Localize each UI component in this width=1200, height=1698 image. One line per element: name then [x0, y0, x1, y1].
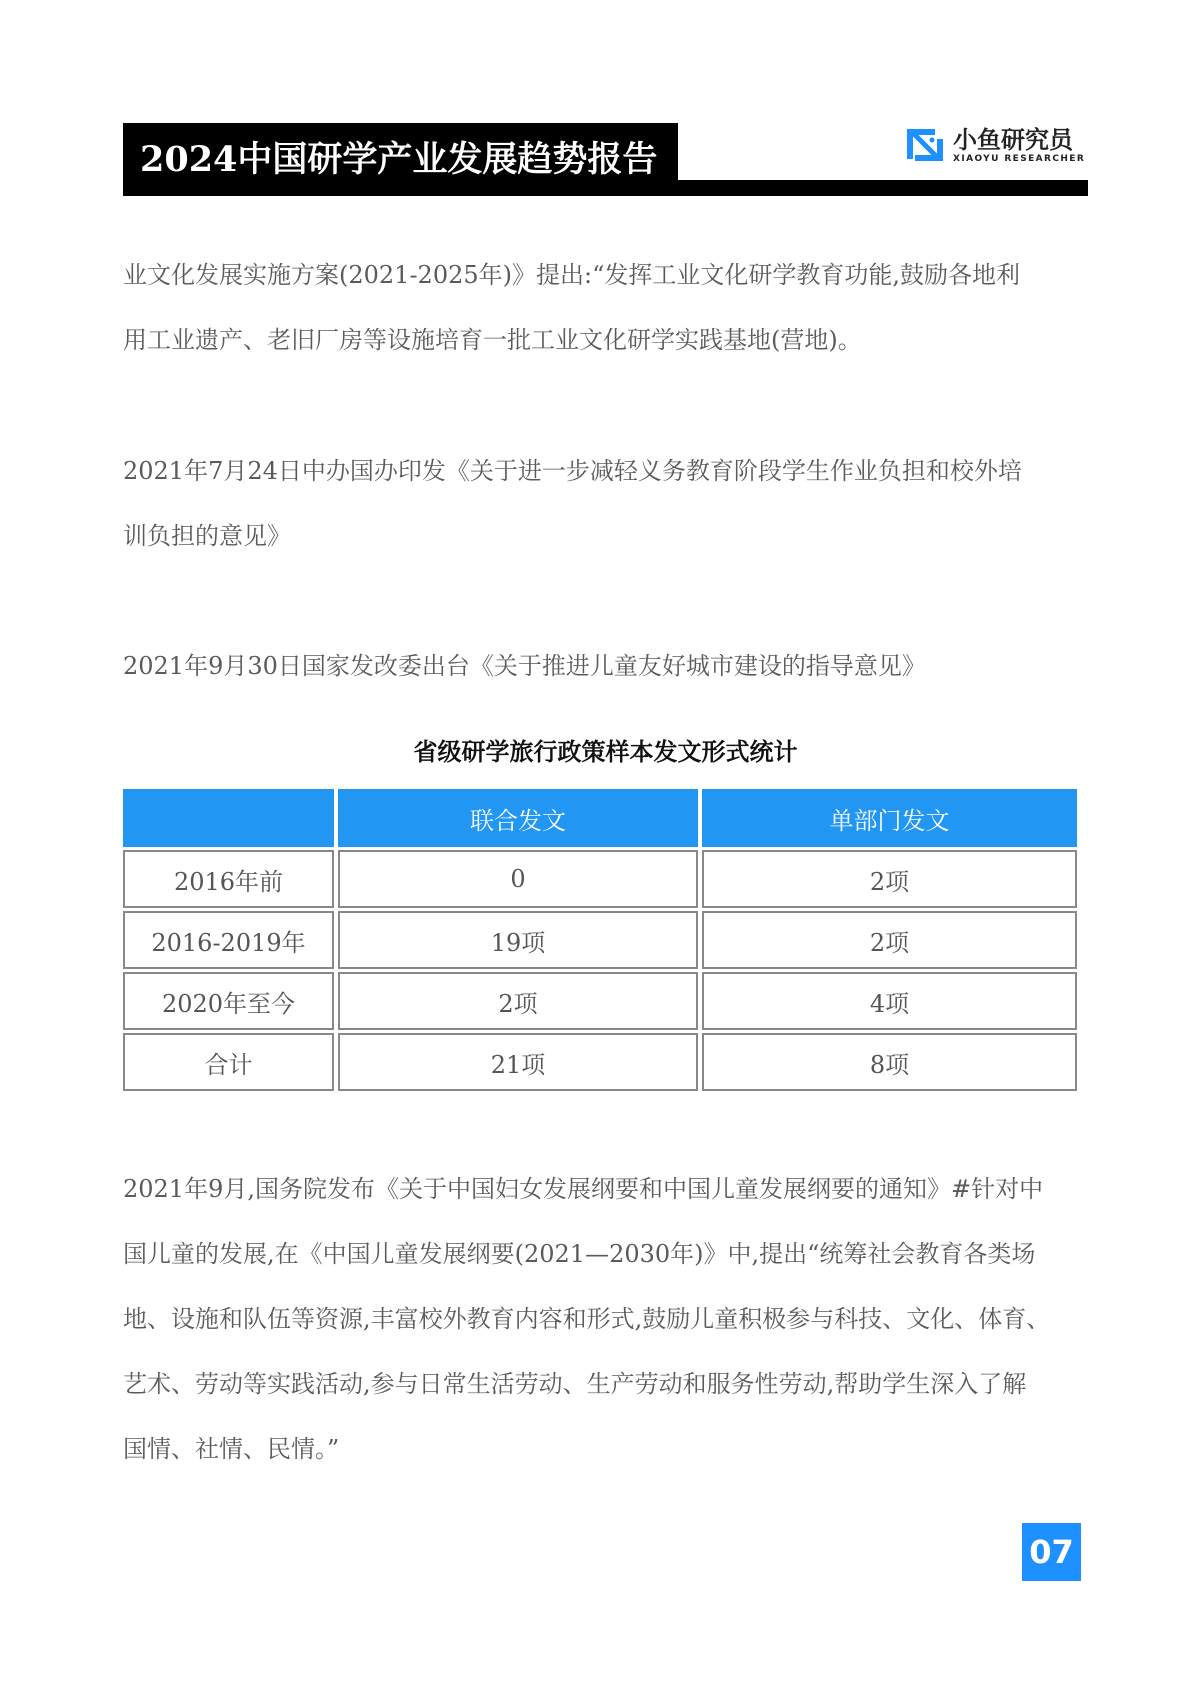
cell: 21项	[338, 1033, 698, 1091]
cell: 2项	[702, 911, 1077, 969]
cell: 2项	[338, 972, 698, 1030]
logo-subtitle: XIAOYU RESEARCHER	[953, 154, 1086, 164]
text-line: 国情、社情、民情。”	[123, 1435, 340, 1463]
text-line: 2021年9月30日国家发改委出台《关于推进儿童友好城市建设的指导意见》	[123, 652, 926, 680]
cell: 2016年前	[123, 850, 334, 908]
table-row	[123, 911, 1077, 969]
cell: 2项	[702, 850, 1077, 908]
page-number: 07	[1022, 1523, 1081, 1581]
policy-table	[119, 786, 1081, 1094]
paragraph-3	[123, 634, 1093, 699]
brand-logo	[905, 125, 1085, 165]
text-line: 地、设施和队伍等资源,丰富校外教育内容和形式,鼓励儿童积极参与科技、文化、体育、	[123, 1305, 1051, 1333]
header-cell	[123, 789, 334, 847]
cell: 0	[338, 850, 698, 908]
paragraph-1	[123, 243, 1093, 373]
cell: 4项	[702, 972, 1077, 1030]
table-header-row	[123, 789, 1077, 847]
table-row	[123, 850, 1077, 908]
logo-name: 小鱼研究员	[953, 126, 1073, 154]
text-line: 用工业遗产、老旧厂房等设施培育一批工业文化研学实践基地(营地)。	[123, 326, 862, 354]
table-row	[123, 972, 1077, 1030]
table-row	[123, 1033, 1077, 1091]
cell: 8项	[702, 1033, 1077, 1091]
cell: 2016-2019年	[123, 911, 334, 969]
paragraph-2	[123, 439, 1093, 569]
text-line: 业文化发展实施方案(2021-2025年)》提出:“发挥工业文化研学教育功能,鼓励各地利	[123, 261, 1020, 289]
cell: 合计	[123, 1033, 334, 1091]
text-line: 2021年7月24日中办国办印发《关于进一步减轻义务教育阶段学生作业负担和校外培	[123, 457, 1022, 485]
text-line: 2021年9月,国务院发布《关于中国妇女发展纲要和中国儿童发展纲要的通知》#针对中	[123, 1175, 1044, 1203]
header-cell: 单部门发文	[702, 789, 1077, 847]
text-line: 艺术、劳动等实践活动,参与日常生活劳动、生产劳动和服务性劳动,帮助学生深入了解	[123, 1370, 1027, 1398]
cell: 2020年至今	[123, 972, 334, 1030]
text-line: 国儿童的发展,在《中国儿童发展纲要(2021—2030年)》中,提出“统筹社会教育各类场	[123, 1240, 1036, 1268]
report-title: 2024中国研学产业发展趋势报告	[123, 123, 678, 196]
paragraph-4	[123, 1157, 1093, 1482]
text-line: 训负担的意见》	[123, 522, 291, 550]
cell: 19项	[338, 911, 698, 969]
table-title: 省级研学旅行政策样本发文形式统计	[413, 737, 798, 766]
logo-mark-icon	[905, 125, 945, 165]
header-cell: 联合发文	[338, 789, 698, 847]
